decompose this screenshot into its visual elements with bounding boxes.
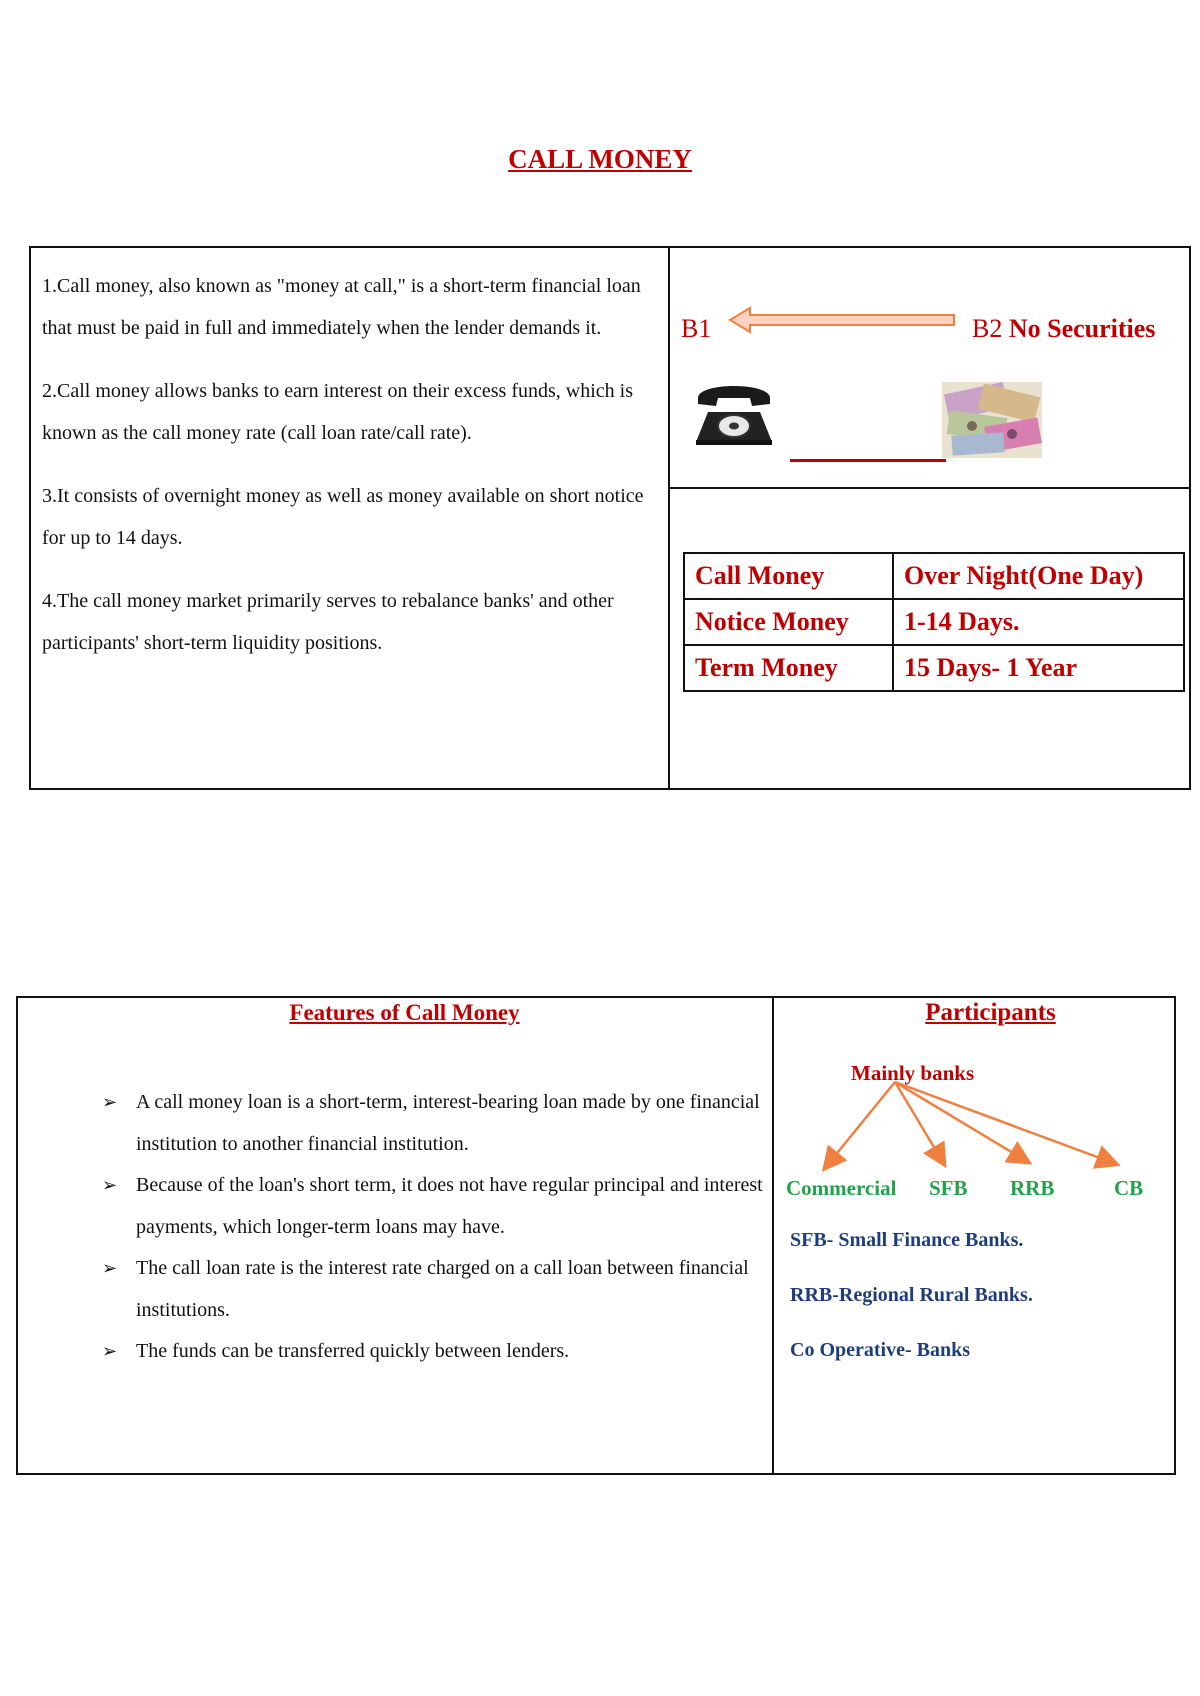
term-duration: Over Night(One Day) — [893, 553, 1184, 599]
term-name: Notice Money — [684, 599, 893, 645]
feature-text: Because of the loan's short term, it does not have regular principal and interest payments, which longer-term loans may have. — [136, 1174, 763, 1238]
features-heading: Features of Call Money — [289, 1000, 520, 1025]
intro-point-1: 1.Call money, also known as "money at call," is a short-term financial loan that must be paid in full and immediately when the lender demands it. — [42, 275, 641, 339]
currency-notes-icon — [942, 382, 1042, 458]
term-duration: 1-14 Days. — [893, 599, 1184, 645]
table-row — [684, 599, 1184, 645]
feature-text: The funds can be transferred quickly between lenders. — [136, 1340, 570, 1362]
table-row — [684, 553, 1184, 599]
intro-text — [42, 266, 657, 686]
arrow-to-commercial — [825, 1082, 895, 1168]
list-item — [96, 1248, 768, 1331]
arrow-bullet-icon: ➢ — [102, 1175, 118, 1195]
b2-label — [972, 314, 1155, 344]
intro-point-3: 3.It consists of overnight money as well as money available on short notice for up to 14 days. — [42, 485, 644, 549]
feature-text: The call loan rate is the interest rate charged on a call loan between financial institutions. — [136, 1257, 749, 1321]
branch-sfb: SFB — [929, 1176, 968, 1200]
telephone-icon — [690, 376, 778, 448]
definition-sfb: SFB- Small Finance Banks. — [790, 1229, 1024, 1251]
top-divider-horizontal — [668, 487, 1191, 489]
participants-arrows — [770, 1070, 1130, 1180]
transfer-arrow — [728, 306, 958, 336]
table-row — [684, 645, 1184, 691]
b1-label: B1 — [681, 314, 712, 343]
bottom-divider-vertical — [772, 996, 774, 1475]
definition-cooperative: Co Operative- Banks — [790, 1339, 970, 1361]
branch-cb: CB — [1114, 1176, 1144, 1200]
page-title: CALL MONEY — [508, 144, 692, 174]
branch-rrb: RRB — [1010, 1176, 1055, 1200]
no-securities: No Securities — [1008, 314, 1156, 343]
term-name: Term Money — [684, 645, 893, 691]
list-item — [96, 1082, 768, 1165]
money-types-table — [683, 552, 1185, 692]
list-item — [96, 1331, 768, 1373]
arrow-to-rrb — [895, 1082, 1028, 1162]
definition-rrb: RRB-Regional Rural Banks. — [790, 1284, 1033, 1306]
list-item — [96, 1165, 768, 1248]
b2-prefix: B2 — [972, 314, 1003, 343]
term-name: Call Money — [684, 553, 893, 599]
arrow-to-sfb — [895, 1082, 944, 1164]
participants-heading: Participants — [925, 999, 1056, 1026]
red-underline — [790, 459, 946, 462]
feature-text: A call money loan is a short-term, interest-bearing loan made by one financial institution to another financial institution. — [136, 1091, 760, 1155]
mainly-banks-label: Mainly banks — [851, 1061, 975, 1085]
intro-point-2: 2.Call money allows banks to earn interest on their excess funds, which is known as the call money rate (call loan rate/call rate). — [42, 380, 633, 444]
arrow-to-cb — [895, 1082, 1116, 1164]
term-duration: 15 Days- 1 Year — [893, 645, 1184, 691]
arrow-bullet-icon: ➢ — [102, 1258, 118, 1278]
features-list — [96, 1082, 768, 1373]
intro-point-4: 4.The call money market primarily serves to rebalance banks' and other participants' short-term liquidity positions. — [42, 590, 614, 654]
arrow-bullet-icon: ➢ — [102, 1341, 118, 1361]
arrow-bullet-icon: ➢ — [102, 1092, 118, 1112]
top-divider-vertical — [668, 246, 670, 790]
branch-commercial: Commercial — [786, 1176, 897, 1200]
